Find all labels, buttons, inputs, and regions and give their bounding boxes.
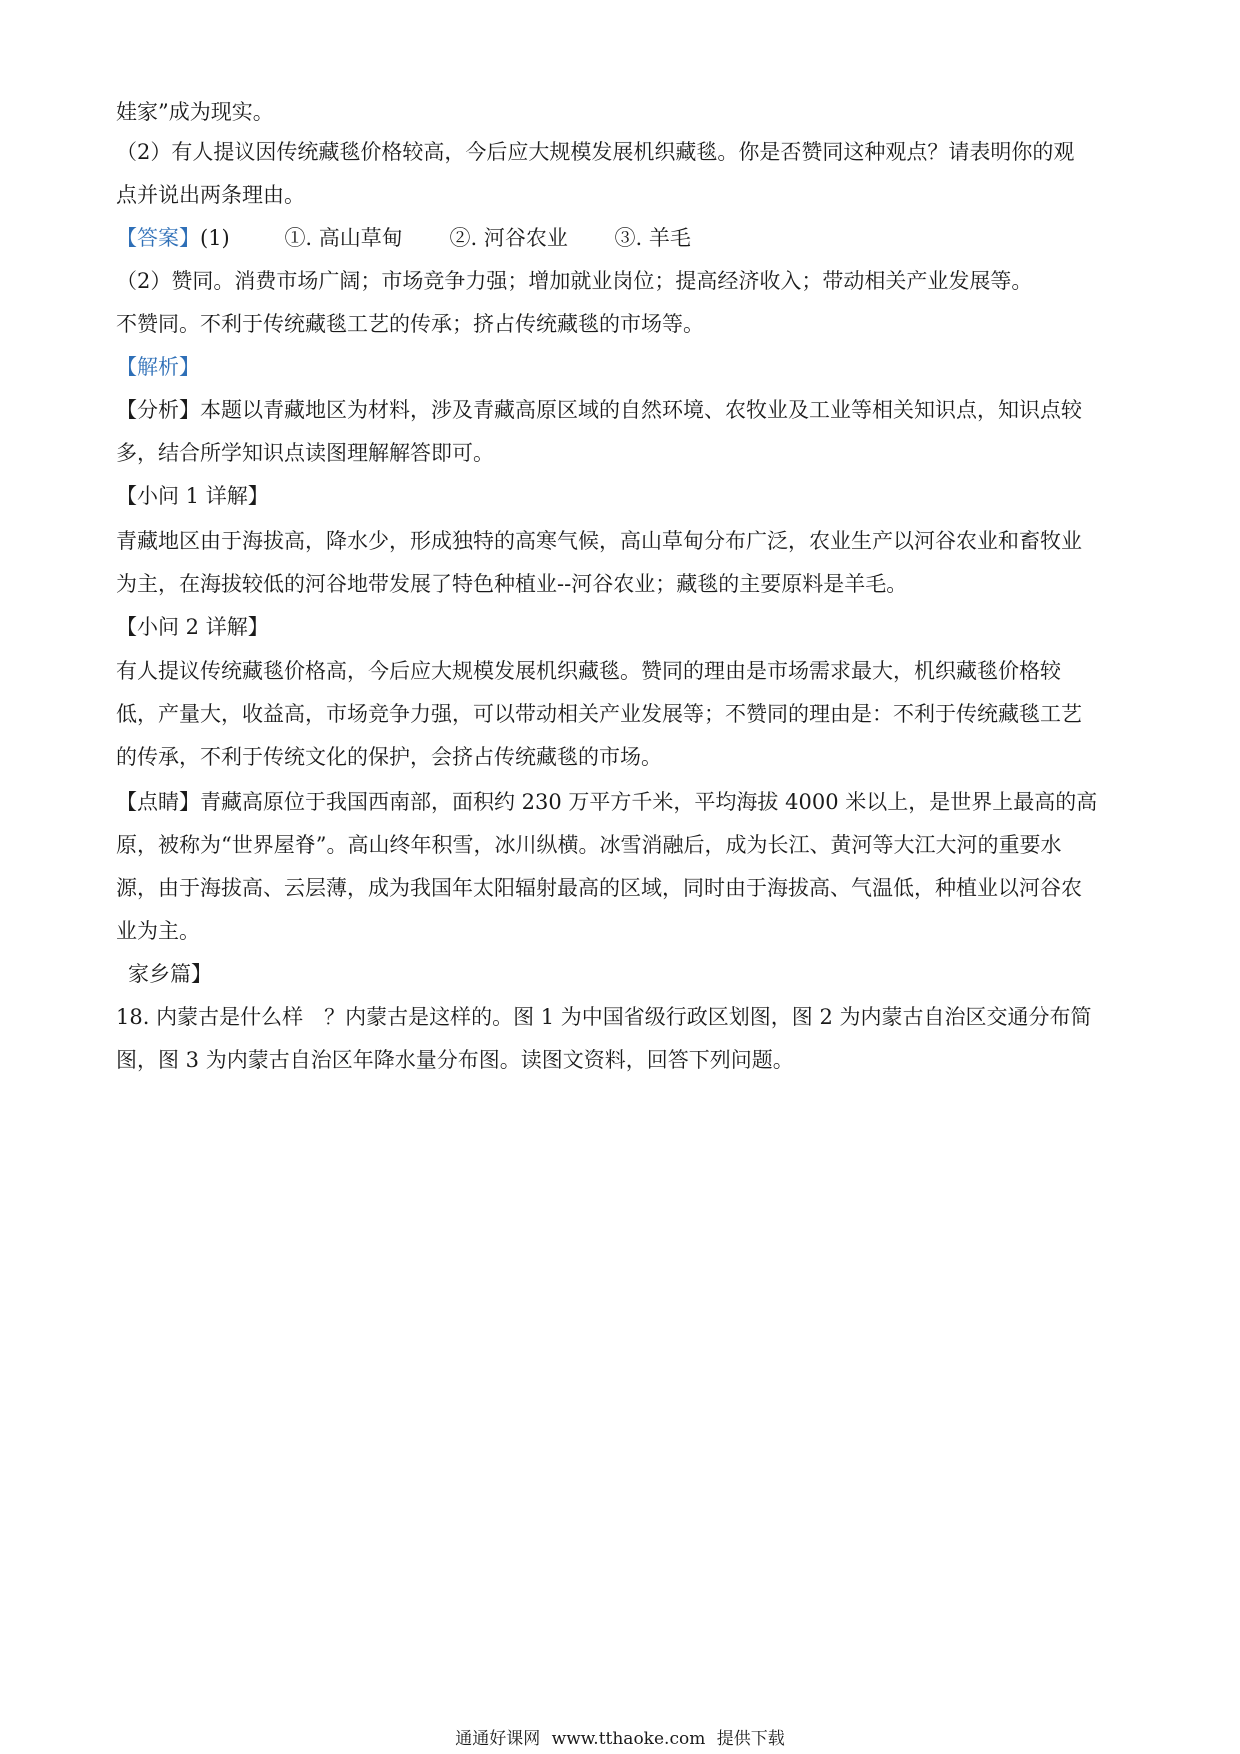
question-2-line: （2）有人提议因传统藏毯价格较高，今后应大规模发展机织藏毯。你是否赞同这种观点？请表明你的观 — [116, 140, 1075, 164]
text-line: 低，产量大，收益高，市场竞争力强，可以带动相关产业发展等；不赞同的理由是：不利于传统藏毯工艺 — [116, 702, 1082, 726]
text-line: 有人提议传统藏毯价格高，今后应大规模发展机织藏毯。赞同的理由是市场需求最大，机织藏毯价格较 — [116, 659, 1061, 683]
text-line: 业为主。 — [116, 919, 200, 943]
answer-subpart: (1) — [200, 226, 230, 250]
section-heading: 【小问 1 详解】 — [116, 484, 269, 508]
text-line: 【点睛】青藏高原位于我国西南部，面积约 230 万平方千米，平均海拔 4000 米以上，是世界上最高的高 — [116, 790, 1098, 814]
answer-line — [116, 223, 691, 253]
page-footer — [0, 1724, 1240, 1749]
footer-url[interactable]: www.tthaoke.com — [551, 1729, 706, 1749]
text-line: 青藏地区由于海拔高，降水少，形成独特的高寒气候，高山草甸分布广泛，农业生产以河谷农业和畜牧业 — [116, 529, 1082, 553]
text-line: （2）赞同。消费市场广阔；市场竞争力强；增加就业岗位；提高经济收入；带动相关产业发展等。 — [116, 269, 1033, 293]
text-line: 【分析】本题以青藏地区为材料，涉及青藏高原区域的自然环境、农牧业及工业等相关知识点，知识点较 — [116, 398, 1082, 422]
text-line: 的传承，不利于传统文化的保护，会挤占传统藏毯的市场。 — [116, 745, 662, 769]
text-line: 原，被称为“世界屋脊”。高山终年积雪，冰川纵横。冰雪消融后，成为长江、黄河等大江大河的重要水 — [116, 833, 1062, 857]
text-line: 源，由于海拔高、云层薄，成为我国年太阳辐射最高的区域，同时由于海拔高、气温低，种植业以河谷农 — [116, 876, 1082, 900]
text-line: 多，结合所学知识点读图理解解答即可。 — [116, 441, 494, 465]
section-heading: 家乡篇】 — [128, 962, 212, 986]
text-line: 为主，在海拔较低的河谷地带发展了特色种植业--河谷农业；藏毯的主要原料是羊毛。 — [116, 572, 908, 596]
text-line: 点并说出两条理由。 — [116, 183, 305, 207]
footer-suffix: 提供下载 — [716, 1729, 785, 1749]
text-line: 不赞同。不利于传统藏毯工艺的传承；挤占传统藏毯的市场等。 — [116, 312, 704, 336]
analysis-tag: 【解析】 — [116, 355, 200, 379]
answer-item: ③. 羊毛 — [614, 226, 691, 250]
answer-item: ①. 高山草甸 — [284, 226, 403, 250]
footer-site-name: 通通好课网 — [455, 1729, 541, 1749]
answer-item: ②. 河谷农业 — [449, 226, 568, 250]
answer-tag: 【答案】 — [116, 226, 200, 250]
section-heading: 【小问 2 详解】 — [116, 615, 269, 639]
text-line: 娃家”成为现实。 — [116, 100, 274, 124]
question-18-line: 18. 内蒙古是什么样 ？内蒙古是这样的。图 1 为中国省级行政区划图，图 2 为内蒙古自治区交通分布简 — [116, 1005, 1092, 1029]
text-line: 图，图 3 为内蒙古自治区年降水量分布图。读图文资料，回答下列问题。 — [116, 1048, 794, 1072]
